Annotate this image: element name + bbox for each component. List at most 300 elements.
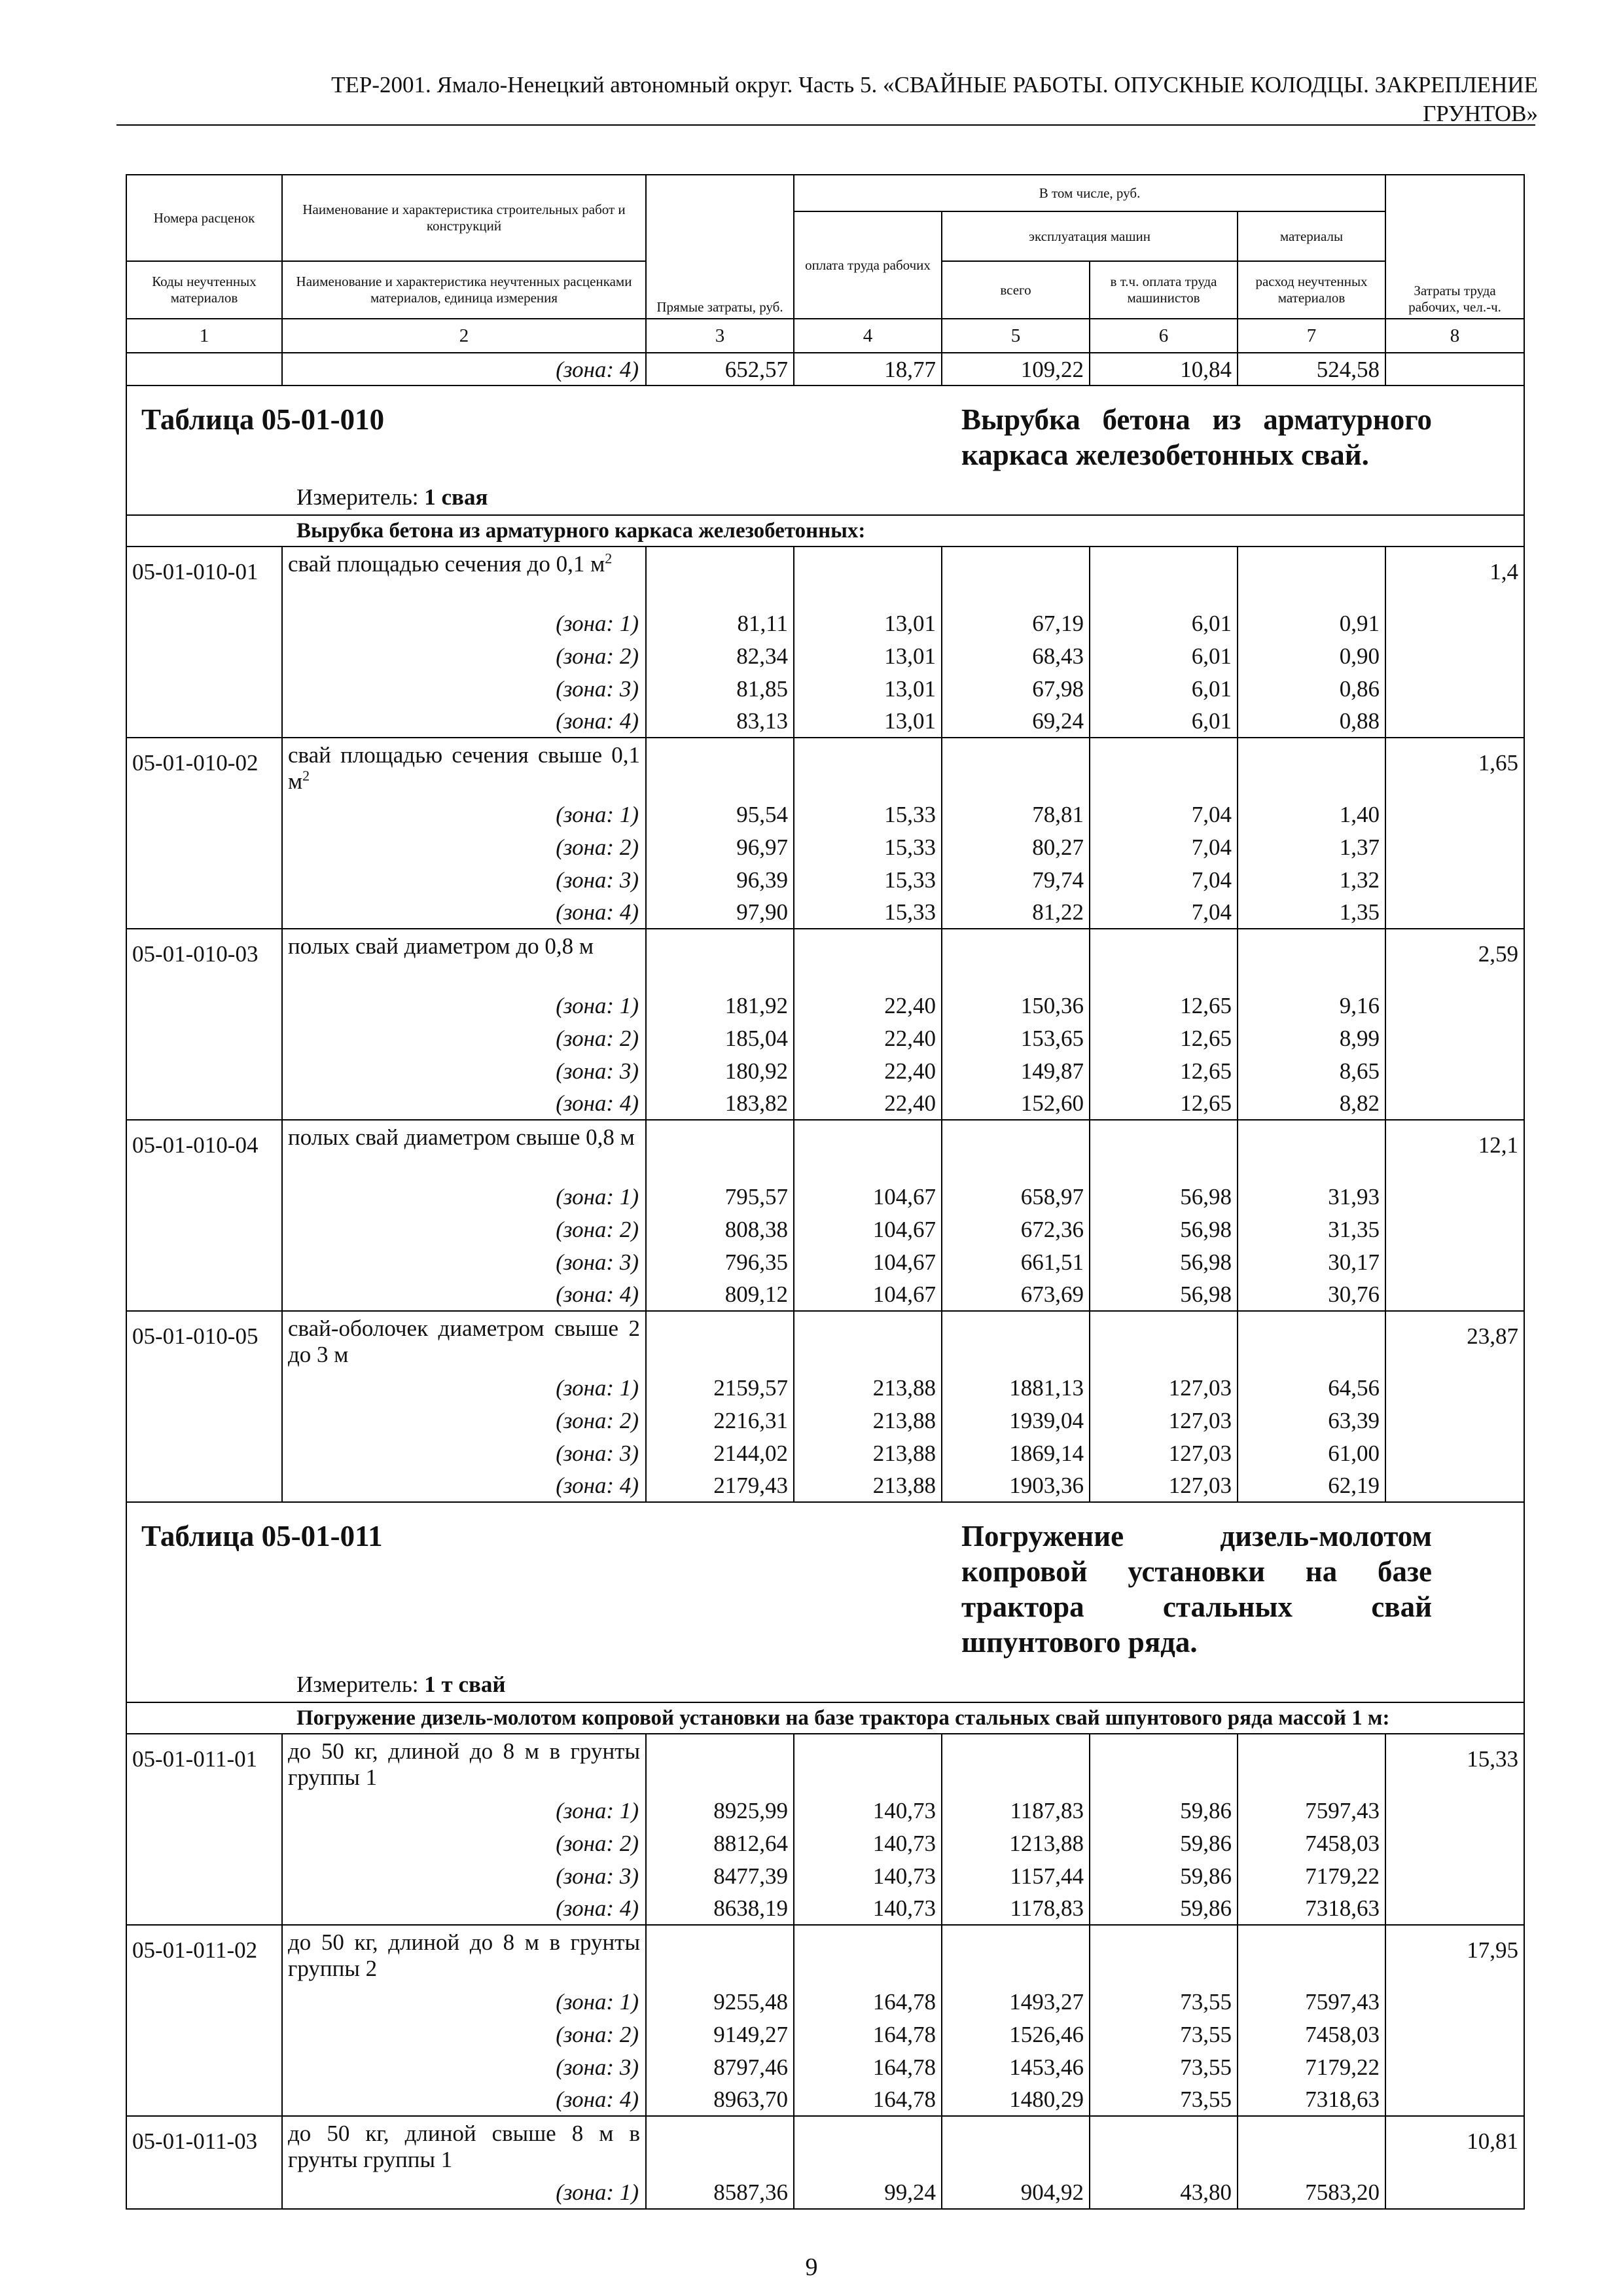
- table-title: Погружение дизель-молотом копровой установки на базе трактора стальных свай шпунтового ряда.: [942, 1502, 1524, 1666]
- zone-label: (зона: 4): [282, 1892, 646, 1925]
- rate-description: [282, 2116, 646, 2176]
- rate-row: [126, 2116, 1524, 2176]
- machines-total: 672,36: [942, 1213, 1090, 1246]
- machines-total: 1157,44: [942, 1859, 1090, 1892]
- machines-total: 1178,83: [942, 1892, 1090, 1925]
- rate-group: [126, 1120, 1524, 1311]
- zone-row: [126, 2051, 1524, 2083]
- section-heading-row: [126, 1702, 1524, 1734]
- worker-wages: 13,01: [794, 639, 942, 672]
- rate-code: 05-01-011-03: [126, 2116, 282, 2176]
- rate-group: [126, 2116, 1524, 2209]
- zone-label: (зона: 3): [282, 672, 646, 705]
- table-title-block: [126, 1502, 1524, 1734]
- rate-row: [126, 547, 1524, 607]
- direct-cost: 795,57: [646, 1180, 794, 1213]
- zone-label: (зона: 3): [282, 863, 646, 896]
- zone-label: (зона: 2): [282, 1827, 646, 1859]
- direct-cost: 180,92: [646, 1054, 794, 1087]
- column-number: 2: [282, 319, 646, 353]
- unit-value: 1 т свай: [424, 1672, 506, 1697]
- zone-row: [126, 1180, 1524, 1213]
- running-header-line-2: ГРУНТОВ»: [1423, 101, 1538, 126]
- worker-wages: 15,33: [794, 831, 942, 863]
- material-consumption: 64,56: [1238, 1371, 1385, 1404]
- machinist-wages: 127,03: [1090, 1437, 1238, 1469]
- zone-row: [126, 705, 1524, 738]
- rate-description: [282, 1925, 646, 1985]
- machinist-wages: 59,86: [1090, 1892, 1238, 1925]
- machines-total: 658,97: [942, 1180, 1090, 1213]
- zone-label: (зона: 4): [282, 1087, 646, 1120]
- table-unit-row: [126, 1666, 1524, 1702]
- rate-row: [126, 1925, 1524, 1985]
- machinist-wages: 12,65: [1090, 1087, 1238, 1120]
- machinist-wages: 127,03: [1090, 1371, 1238, 1404]
- machinist-wages: 127,03: [1090, 1404, 1238, 1437]
- zone-label: (зона: 1): [282, 607, 646, 639]
- worker-wages: 99,24: [794, 2176, 942, 2209]
- machines-total: 78,81: [942, 798, 1090, 831]
- zone-label: (зона: 1): [282, 1985, 646, 2018]
- zone-row: [126, 1022, 1524, 1054]
- rate-row: [126, 1734, 1524, 1794]
- worker-wages: 104,67: [794, 1246, 942, 1278]
- rate-code: 05-01-010-05: [126, 1311, 282, 1371]
- machines-total: 673,69: [942, 1278, 1090, 1311]
- col-direct-costs: Прямые затраты, руб.: [646, 175, 794, 319]
- machinist-wages: 7,04: [1090, 831, 1238, 863]
- zone-label: (зона: 2): [282, 2018, 646, 2051]
- direct-cost: 8797,46: [646, 2051, 794, 2083]
- zone-label: (зона: 3): [282, 1437, 646, 1469]
- rate-description: [282, 1734, 646, 1794]
- table-unit-row: [126, 479, 1524, 515]
- rate-description-text: полых свай диаметром свыше 0,8 м: [288, 1124, 635, 1150]
- zone-label: (зона: 2): [282, 1404, 646, 1437]
- worker-wages: 213,88: [794, 1404, 942, 1437]
- zone-row: [126, 798, 1524, 831]
- machinist-wages: 7,04: [1090, 863, 1238, 896]
- machines-total: 1453,46: [942, 2051, 1090, 2083]
- table-title: Вырубка бетона из арматурного каркаса железобетонных свай.: [942, 386, 1524, 479]
- zone-label: (зона: 3): [282, 1246, 646, 1278]
- zone-label: (зона: 2): [282, 1022, 646, 1054]
- direct-cost: 181,92: [646, 989, 794, 1022]
- page-number: 9: [805, 2253, 818, 2281]
- col-work-name: Наименование и характеристика строительных работ и конструкций: [282, 175, 646, 261]
- zone-row: [126, 989, 1524, 1022]
- rate-code: 05-01-010-03: [126, 929, 282, 989]
- machines-total: 1480,29: [942, 2083, 1090, 2116]
- rates-table: [126, 174, 1525, 2210]
- column-number: 5: [942, 319, 1090, 353]
- material-consumption: 30,17: [1238, 1246, 1385, 1278]
- material-consumption: 8,99: [1238, 1022, 1385, 1054]
- material-consumption: 524,58: [1238, 353, 1385, 386]
- rate-row: [126, 929, 1524, 989]
- col-labor-costs: Затраты труда рабочих, чел.-ч.: [1385, 175, 1524, 319]
- zone-label: (зона: 4): [282, 1278, 646, 1311]
- zone-row: [126, 831, 1524, 863]
- machinist-wages: 7,04: [1090, 896, 1238, 929]
- direct-cost: 8638,19: [646, 1892, 794, 1925]
- machinist-wages: 56,98: [1090, 1213, 1238, 1246]
- direct-cost: 2159,57: [646, 1371, 794, 1404]
- material-consumption: 7318,63: [1238, 2083, 1385, 2116]
- labor-cost: 10,81: [1385, 2116, 1524, 2176]
- worker-wages: 22,40: [794, 1054, 942, 1087]
- direct-cost: 8587,36: [646, 2176, 794, 2209]
- direct-cost: 808,38: [646, 1213, 794, 1246]
- machines-total: 68,43: [942, 639, 1090, 672]
- machinist-wages: 6,01: [1090, 672, 1238, 705]
- rate-description: [282, 929, 646, 989]
- machines-total: 153,65: [942, 1022, 1090, 1054]
- carry-over-row-group: [126, 353, 1524, 386]
- rate-code: 05-01-011-02: [126, 1925, 282, 1985]
- zone-row: [126, 2018, 1524, 2051]
- material-consumption: 8,65: [1238, 1054, 1385, 1087]
- machinist-wages: 12,65: [1090, 989, 1238, 1022]
- rate-description-text: свай площадью сечения до 0,1 м: [288, 551, 605, 577]
- machines-total: 1903,36: [942, 1469, 1090, 1502]
- machinist-wages: 73,55: [1090, 2051, 1238, 2083]
- machines-total: 1939,04: [942, 1404, 1090, 1437]
- material-consumption: 1,40: [1238, 798, 1385, 831]
- rate-group: [126, 1311, 1524, 1502]
- worker-wages: 164,78: [794, 2018, 942, 2051]
- zone-label: (зона: 3): [282, 1859, 646, 1892]
- rate-description-text: свай площадью сечения свыше 0,1 м: [288, 742, 640, 794]
- column-number: 1: [126, 319, 282, 353]
- rate-group: [126, 929, 1524, 1120]
- machinist-wages: 59,86: [1090, 1827, 1238, 1859]
- machines-total: 1881,13: [942, 1371, 1090, 1404]
- zone-label: (зона: 4): [282, 896, 646, 929]
- zone-label: (зона: 3): [282, 1054, 646, 1087]
- labor-cost: 12,1: [1385, 1120, 1524, 1180]
- worker-wages: 140,73: [794, 1859, 942, 1892]
- zone-label: (зона: 2): [282, 1213, 646, 1246]
- machinist-wages: 12,65: [1090, 1054, 1238, 1087]
- zone-row: [126, 1794, 1524, 1827]
- zone-label: (зона: 1): [282, 1371, 646, 1404]
- rate-row: [126, 1311, 1524, 1371]
- zone-row: [126, 896, 1524, 929]
- zone-label: (зона: 1): [282, 989, 646, 1022]
- zone-row: [126, 1469, 1524, 1502]
- zone-row: [126, 1827, 1524, 1859]
- rate-description: [282, 547, 646, 607]
- column-number: 4: [794, 319, 942, 353]
- material-consumption: 31,93: [1238, 1180, 1385, 1213]
- worker-wages: 22,40: [794, 1087, 942, 1120]
- machinist-wages: 127,03: [1090, 1469, 1238, 1502]
- table-number: Таблица 05-01-011: [126, 1502, 942, 1666]
- direct-cost: 183,82: [646, 1087, 794, 1120]
- zone-label: (зона: 1): [282, 1794, 646, 1827]
- material-consumption: 7179,22: [1238, 1859, 1385, 1892]
- rate-description: [282, 1120, 646, 1180]
- col-material-consumption: расход неучтенных материалов: [1238, 261, 1385, 319]
- material-consumption: 0,86: [1238, 672, 1385, 705]
- direct-cost: 82,34: [646, 639, 794, 672]
- rate-code: 05-01-010-04: [126, 1120, 282, 1180]
- zone-row: [126, 639, 1524, 672]
- worker-wages: 140,73: [794, 1892, 942, 1925]
- table-title-row: [126, 1502, 1524, 1666]
- rate-description-text: полых свай диаметром до 0,8 м: [288, 933, 594, 959]
- zone-label: (зона: 3): [282, 2051, 646, 2083]
- zone-row: [126, 863, 1524, 896]
- worker-wages: 104,67: [794, 1213, 942, 1246]
- unit-label: Измеритель:: [296, 1672, 425, 1697]
- superscript: 2: [302, 767, 310, 784]
- col-unaccounted-names: Наименование и характеристика неучтенных расценками материалов, единица измерения: [282, 261, 646, 319]
- direct-cost: 96,39: [646, 863, 794, 896]
- worker-wages: 13,01: [794, 607, 942, 639]
- machinist-wages: 6,01: [1090, 607, 1238, 639]
- material-consumption: 62,19: [1238, 1469, 1385, 1502]
- direct-cost: 83,13: [646, 705, 794, 738]
- zone-row: [126, 1087, 1524, 1120]
- material-consumption: 63,39: [1238, 1404, 1385, 1437]
- worker-wages: 164,78: [794, 2051, 942, 2083]
- labor-cost: 1,65: [1385, 738, 1524, 798]
- direct-cost: 95,54: [646, 798, 794, 831]
- machines-total: 661,51: [942, 1246, 1090, 1278]
- labor-cost: 17,95: [1385, 1925, 1524, 1985]
- worker-wages: 140,73: [794, 1827, 942, 1859]
- zone-row: [126, 2083, 1524, 2116]
- machinist-wages: 7,04: [1090, 798, 1238, 831]
- worker-wages: 13,01: [794, 705, 942, 738]
- worker-wages: 15,33: [794, 863, 942, 896]
- zone-label: (зона: 1): [282, 1180, 646, 1213]
- direct-cost: 809,12: [646, 1278, 794, 1311]
- machines-total: 150,36: [942, 989, 1090, 1022]
- machinist-wages: 12,65: [1090, 1022, 1238, 1054]
- machinist-wages: 59,86: [1090, 1794, 1238, 1827]
- material-consumption: 1,37: [1238, 831, 1385, 863]
- table-unit: [282, 1666, 1524, 1702]
- col-group-materials: материалы: [1238, 211, 1385, 261]
- direct-cost: 8963,70: [646, 2083, 794, 2116]
- material-consumption: 61,00: [1238, 1437, 1385, 1469]
- material-consumption: 7597,43: [1238, 1985, 1385, 2018]
- machines-total: 1213,88: [942, 1827, 1090, 1859]
- machines-total: 109,22: [942, 353, 1090, 386]
- zone-row: [126, 1437, 1524, 1469]
- machines-total: 149,87: [942, 1054, 1090, 1087]
- zone-row: [126, 1213, 1524, 1246]
- direct-cost: 96,97: [646, 831, 794, 863]
- header-rule: [116, 124, 1535, 126]
- machines-total: 80,27: [942, 831, 1090, 863]
- rate-description-text: свай-оболочек диаметром свыше 2 до 3 м: [288, 1316, 640, 1367]
- material-consumption: 31,35: [1238, 1213, 1385, 1246]
- rate-description: [282, 738, 646, 798]
- zone-row: [126, 672, 1524, 705]
- worker-wages: 22,40: [794, 1022, 942, 1054]
- unit-label: Измеритель:: [296, 484, 425, 510]
- zone-row: [126, 1246, 1524, 1278]
- worker-wages: 15,33: [794, 896, 942, 929]
- zone-row: [126, 1892, 1524, 1925]
- column-number: 6: [1090, 319, 1238, 353]
- material-consumption: 7179,22: [1238, 2051, 1385, 2083]
- col-rate-numbers: Номера расценок: [126, 175, 282, 261]
- zone-label: (зона: 2): [282, 639, 646, 672]
- col-machinist-wages: в т.ч. оплата труда машинистов: [1090, 261, 1238, 319]
- worker-wages: 104,67: [794, 1278, 942, 1311]
- zone-row: [126, 1985, 1524, 2018]
- machines-total: 67,19: [942, 607, 1090, 639]
- rate-code: 05-01-010-01: [126, 547, 282, 607]
- direct-cost: 9149,27: [646, 2018, 794, 2051]
- machinist-wages: 56,98: [1090, 1246, 1238, 1278]
- worker-wages: 104,67: [794, 1180, 942, 1213]
- labor-cost: 23,87: [1385, 1311, 1524, 1371]
- table-header: [126, 175, 1524, 353]
- column-number: 7: [1238, 319, 1385, 353]
- machines-total: 152,60: [942, 1087, 1090, 1120]
- col-worker-wages: оплата труда рабочих: [794, 211, 942, 319]
- col-group-machines: эксплуатация машин: [942, 211, 1238, 261]
- rate-row: [126, 738, 1524, 798]
- machines-total: 1526,46: [942, 2018, 1090, 2051]
- machines-total: 904,92: [942, 2176, 1090, 2209]
- table-title-block: [126, 386, 1524, 547]
- zone-label: (зона: 1): [282, 2176, 646, 2209]
- zone-label: (зона: 4): [282, 1469, 646, 1502]
- rate-group: [126, 547, 1524, 738]
- material-consumption: 7458,03: [1238, 2018, 1385, 2051]
- material-consumption: 0,90: [1238, 639, 1385, 672]
- machines-total: 1493,27: [942, 1985, 1090, 2018]
- rate-description-text: до 50 кг, длиной до 8 м в грунты группы 1: [288, 1738, 640, 1790]
- labor-cost: 2,59: [1385, 929, 1524, 989]
- zone-row: [126, 2176, 1524, 2209]
- zone-label: (зона: 4): [282, 2083, 646, 2116]
- direct-cost: 8812,64: [646, 1827, 794, 1859]
- col-unaccounted-codes: Коды неучтенных материалов: [126, 261, 282, 319]
- worker-wages: 213,88: [794, 1371, 942, 1404]
- material-consumption: 0,88: [1238, 705, 1385, 738]
- column-number: 8: [1385, 319, 1524, 353]
- machines-total: 81,22: [942, 896, 1090, 929]
- machinist-wages: 10,84: [1090, 353, 1238, 386]
- zone-row: [126, 1054, 1524, 1087]
- direct-cost: 796,35: [646, 1246, 794, 1278]
- material-consumption: 7458,03: [1238, 1827, 1385, 1859]
- material-consumption: 7318,63: [1238, 1892, 1385, 1925]
- machinist-wages: 43,80: [1090, 2176, 1238, 2209]
- worker-wages: 15,33: [794, 798, 942, 831]
- zone-label: (зона: 4): [282, 353, 646, 386]
- material-consumption: 7597,43: [1238, 1794, 1385, 1827]
- rate-description-text: до 50 кг, длиной свыше 8 м в грунты группы 1: [288, 2121, 640, 2172]
- machines-total: 1187,83: [942, 1794, 1090, 1827]
- worker-wages: 213,88: [794, 1437, 942, 1469]
- direct-cost: 81,11: [646, 607, 794, 639]
- worker-wages: 164,78: [794, 1985, 942, 2018]
- material-consumption: 0,91: [1238, 607, 1385, 639]
- direct-cost: 2179,43: [646, 1469, 794, 1502]
- worker-wages: 13,01: [794, 672, 942, 705]
- machines-total: 79,74: [942, 863, 1090, 896]
- material-consumption: 7583,20: [1238, 2176, 1385, 2209]
- machines-total: 67,98: [942, 672, 1090, 705]
- col-group-including: В том числе, руб.: [794, 175, 1385, 211]
- running-header: [124, 71, 1538, 128]
- rate-row: [126, 1120, 1524, 1180]
- material-consumption: 1,35: [1238, 896, 1385, 929]
- rate-code: 05-01-010-02: [126, 738, 282, 798]
- direct-cost: 652,57: [646, 353, 794, 386]
- table-number: Таблица 05-01-010: [126, 386, 942, 479]
- rate-code: 05-01-011-01: [126, 1734, 282, 1794]
- direct-cost: 81,85: [646, 672, 794, 705]
- machinist-wages: 73,55: [1090, 2018, 1238, 2051]
- carry-over-row: [126, 353, 1524, 386]
- labor-cost: 1,4: [1385, 547, 1524, 607]
- machinist-wages: 59,86: [1090, 1859, 1238, 1892]
- zone-label: (зона: 1): [282, 798, 646, 831]
- column-numbers-row: [126, 319, 1524, 353]
- machinist-wages: 6,01: [1090, 639, 1238, 672]
- direct-cost: 97,90: [646, 896, 794, 929]
- machinist-wages: 73,55: [1090, 1985, 1238, 2018]
- col-machines-total: всего: [942, 261, 1090, 319]
- worker-wages: 164,78: [794, 2083, 942, 2116]
- rate-description: [282, 1311, 646, 1371]
- zone-row: [126, 1278, 1524, 1311]
- unit-value: 1 свая: [424, 484, 488, 510]
- direct-cost: 185,04: [646, 1022, 794, 1054]
- zone-row: [126, 1371, 1524, 1404]
- section-heading-row: [126, 515, 1524, 547]
- rate-group: [126, 1925, 1524, 2116]
- column-number: 3: [646, 319, 794, 353]
- material-consumption: 8,82: [1238, 1087, 1385, 1120]
- labor-cost: 15,33: [1385, 1734, 1524, 1794]
- zone-label: (зона: 4): [282, 705, 646, 738]
- direct-cost: 8925,99: [646, 1794, 794, 1827]
- direct-cost: 2216,31: [646, 1404, 794, 1437]
- rate-group: [126, 738, 1524, 929]
- rate-description-text: до 50 кг, длиной до 8 м в грунты группы 2: [288, 1929, 640, 1981]
- material-consumption: 1,32: [1238, 863, 1385, 896]
- running-header-line-1: ТЕР-2001. Ямало-Ненецкий автономный округ. Часть 5. «СВАЙНЫЕ РАБОТЫ. ОПУСКНЫЕ КОЛОДЦЫ. ЗАКРЕПЛЕНИЕ: [331, 72, 1538, 98]
- machines-total: 1869,14: [942, 1437, 1090, 1469]
- machinist-wages: 56,98: [1090, 1278, 1238, 1311]
- zone-label: (зона: 2): [282, 831, 646, 863]
- section-heading: Вырубка бетона из арматурного каркаса железобетонных:: [282, 515, 1524, 547]
- superscript: 2: [605, 550, 613, 567]
- machinist-wages: 56,98: [1090, 1180, 1238, 1213]
- table-unit: [282, 479, 1524, 515]
- table-title-row: [126, 386, 1524, 479]
- zone-row: [126, 1859, 1524, 1892]
- zone-row: [126, 607, 1524, 639]
- worker-wages: 140,73: [794, 1794, 942, 1827]
- section-heading: Погружение дизель-молотом копровой установки на базе трактора стальных свай шпунтового ряда массой 1 м:: [282, 1702, 1524, 1734]
- rate-group: [126, 1734, 1524, 1925]
- material-consumption: 30,76: [1238, 1278, 1385, 1311]
- machinist-wages: 6,01: [1090, 705, 1238, 738]
